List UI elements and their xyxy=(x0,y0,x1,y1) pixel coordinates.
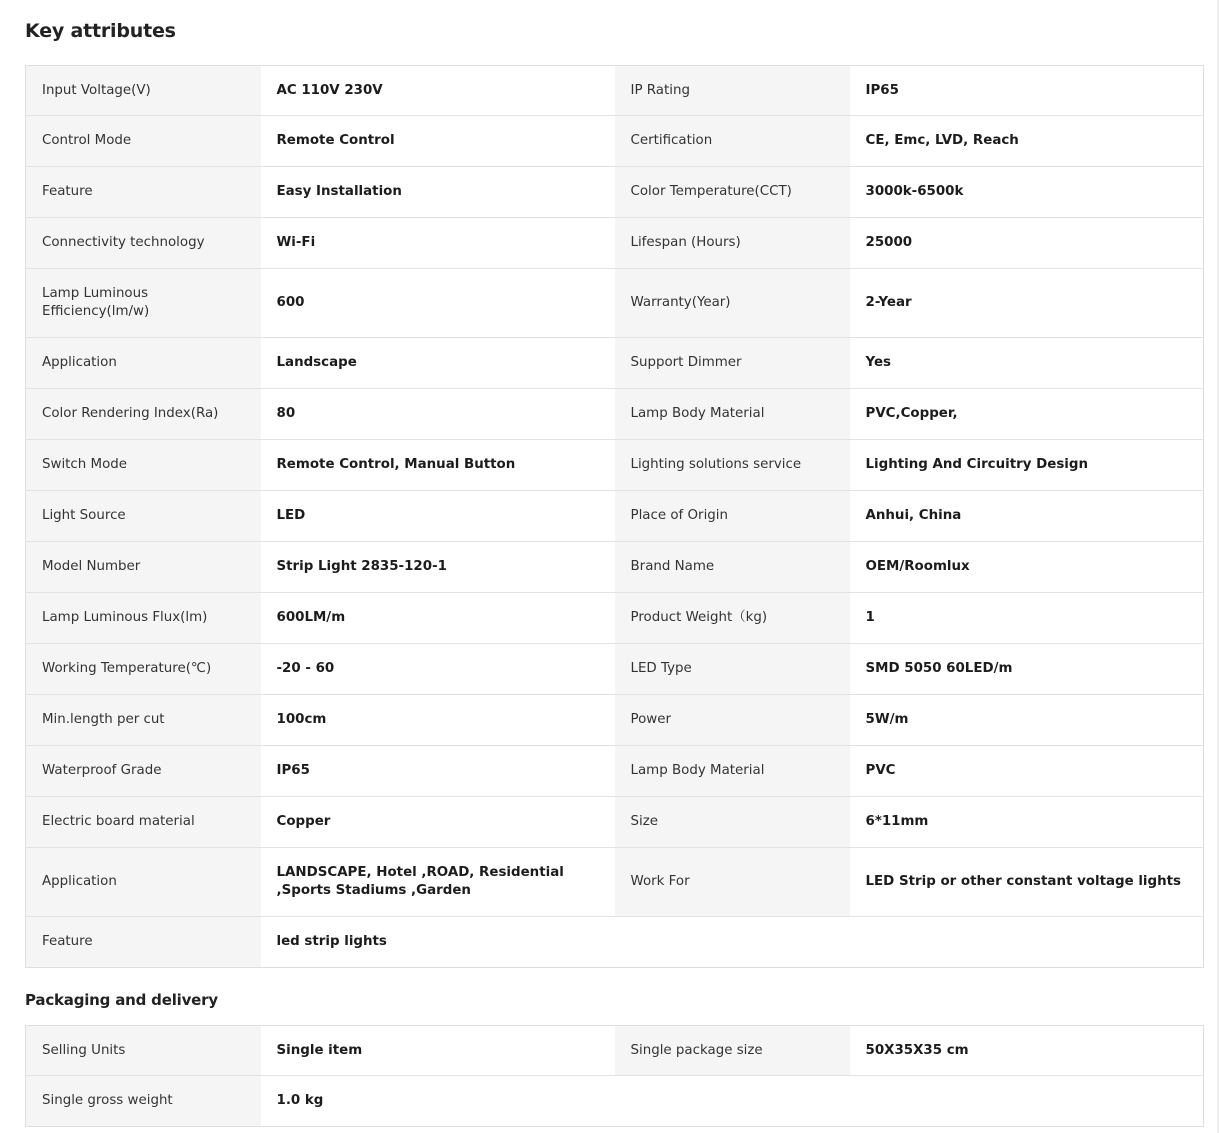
attribute-label: Certification xyxy=(615,116,850,167)
attribute-label: Size xyxy=(615,797,850,848)
attribute-value: Wi-Fi xyxy=(261,218,615,269)
packaging-delivery-title: Packaging and delivery xyxy=(25,991,218,1009)
attribute-label: Support Dimmer xyxy=(615,338,850,389)
attribute-row xyxy=(26,848,1204,917)
attribute-label: Lighting solutions service xyxy=(615,440,850,491)
attribute-value: LED Strip or other constant voltage lights xyxy=(850,848,1204,917)
attribute-value: CE, Emc, LVD, Reach xyxy=(850,116,1204,167)
attribute-label: Warranty(Year) xyxy=(615,269,850,338)
packaging-delivery-table xyxy=(25,1025,1204,1127)
attribute-value: 3000k-6500k xyxy=(850,167,1204,218)
attribute-row xyxy=(26,542,1204,593)
attribute-value: Yes xyxy=(850,338,1204,389)
attribute-value: 2-Year xyxy=(850,269,1204,338)
attribute-label: IP Rating xyxy=(615,66,850,116)
attribute-value: Single item xyxy=(261,1026,615,1076)
attribute-value: Remote Control, Manual Button xyxy=(261,440,615,491)
attribute-value: 1.0 kg xyxy=(261,1076,615,1127)
attribute-value: OEM/Roomlux xyxy=(850,542,1204,593)
attribute-row xyxy=(26,1026,1204,1076)
attribute-row xyxy=(26,695,1204,746)
attribute-label: LED Type xyxy=(615,644,850,695)
attribute-label: Single gross weight xyxy=(26,1076,261,1127)
empty-cell xyxy=(615,1076,1204,1127)
attribute-value: Easy Installation xyxy=(261,167,615,218)
attribute-value: IP65 xyxy=(850,66,1204,116)
attribute-value: -20 - 60 xyxy=(261,644,615,695)
attribute-value: 100cm xyxy=(261,695,615,746)
attribute-value: PVC xyxy=(850,746,1204,797)
attribute-label: Min.length per cut xyxy=(26,695,261,746)
attribute-row xyxy=(26,269,1204,338)
attribute-row xyxy=(26,389,1204,440)
attribute-value: SMD 5050 60LED/m xyxy=(850,644,1204,695)
attribute-value: 600LM/m xyxy=(261,593,615,644)
attribute-value: Copper xyxy=(261,797,615,848)
attribute-row xyxy=(26,593,1204,644)
attribute-row xyxy=(26,116,1204,167)
attribute-value: Remote Control xyxy=(261,116,615,167)
empty-cell xyxy=(615,917,1204,968)
attribute-label: Product Weight（kg) xyxy=(615,593,850,644)
attribute-value: 25000 xyxy=(850,218,1204,269)
attribute-label: Color Temperature(CCT) xyxy=(615,167,850,218)
attribute-value: 6*11mm xyxy=(850,797,1204,848)
attribute-label: Single package size xyxy=(615,1026,850,1076)
attribute-row xyxy=(26,1076,1204,1127)
attribute-label: Waterproof Grade xyxy=(26,746,261,797)
attribute-row xyxy=(26,917,1204,968)
attribute-label: Light Source xyxy=(26,491,261,542)
attribute-label: Lamp Body Material xyxy=(615,746,850,797)
attribute-row xyxy=(26,167,1204,218)
attribute-label: Electric board material xyxy=(26,797,261,848)
attribute-label: Brand Name xyxy=(615,542,850,593)
attribute-value: LANDSCAPE, Hotel ,ROAD, Residential ,Sports Stadiums ,Garden xyxy=(261,848,615,917)
attribute-label: Model Number xyxy=(26,542,261,593)
attribute-value: led strip lights xyxy=(261,917,615,968)
attribute-value: IP65 xyxy=(261,746,615,797)
attribute-value: 600 xyxy=(261,269,615,338)
attribute-value: Landscape xyxy=(261,338,615,389)
attribute-row xyxy=(26,338,1204,389)
attribute-row xyxy=(26,218,1204,269)
attribute-value: 80 xyxy=(261,389,615,440)
attribute-label: Feature xyxy=(26,917,261,968)
attribute-label: Switch Mode xyxy=(26,440,261,491)
key-attributes-title: Key attributes xyxy=(25,20,176,42)
attribute-label: Power xyxy=(615,695,850,746)
attribute-label: Lamp Body Material xyxy=(615,389,850,440)
attribute-value: AC 110V 230V xyxy=(261,66,615,116)
attribute-label: Color Rendering Index(Ra) xyxy=(26,389,261,440)
attribute-row xyxy=(26,440,1204,491)
attribute-value: 5W/m xyxy=(850,695,1204,746)
attribute-row xyxy=(26,66,1204,116)
attribute-label: Application xyxy=(26,338,261,389)
attribute-label: Feature xyxy=(26,167,261,218)
attribute-label: Control Mode xyxy=(26,116,261,167)
attribute-label: Work For xyxy=(615,848,850,917)
attribute-value: LED xyxy=(261,491,615,542)
key-attributes-table xyxy=(25,65,1204,968)
attribute-value: Lighting And Circuitry Design xyxy=(850,440,1204,491)
attribute-row xyxy=(26,491,1204,542)
attribute-row xyxy=(26,797,1204,848)
attribute-label: Application xyxy=(26,848,261,917)
attribute-value: 1 xyxy=(850,593,1204,644)
attribute-label: Selling Units xyxy=(26,1026,261,1076)
attribute-label: Lifespan (Hours) xyxy=(615,218,850,269)
packaging-delivery-body xyxy=(26,1026,1204,1127)
attribute-label: Lamp Luminous Efficiency(lm/w) xyxy=(26,269,261,338)
attribute-row xyxy=(26,644,1204,695)
attribute-label: Input Voltage(V) xyxy=(26,66,261,116)
attribute-label: Place of Origin xyxy=(615,491,850,542)
attribute-label: Lamp Luminous Flux(lm) xyxy=(26,593,261,644)
attribute-label: Connectivity technology xyxy=(26,218,261,269)
attribute-value: PVC,Copper, xyxy=(850,389,1204,440)
attribute-label: Working Temperature(℃) xyxy=(26,644,261,695)
attribute-value: Strip Light 2835-120-1 xyxy=(261,542,615,593)
key-attributes-body xyxy=(26,66,1204,968)
attribute-value: Anhui, China xyxy=(850,491,1204,542)
attribute-row xyxy=(26,746,1204,797)
attribute-value: 50X35X35 cm xyxy=(850,1026,1204,1076)
